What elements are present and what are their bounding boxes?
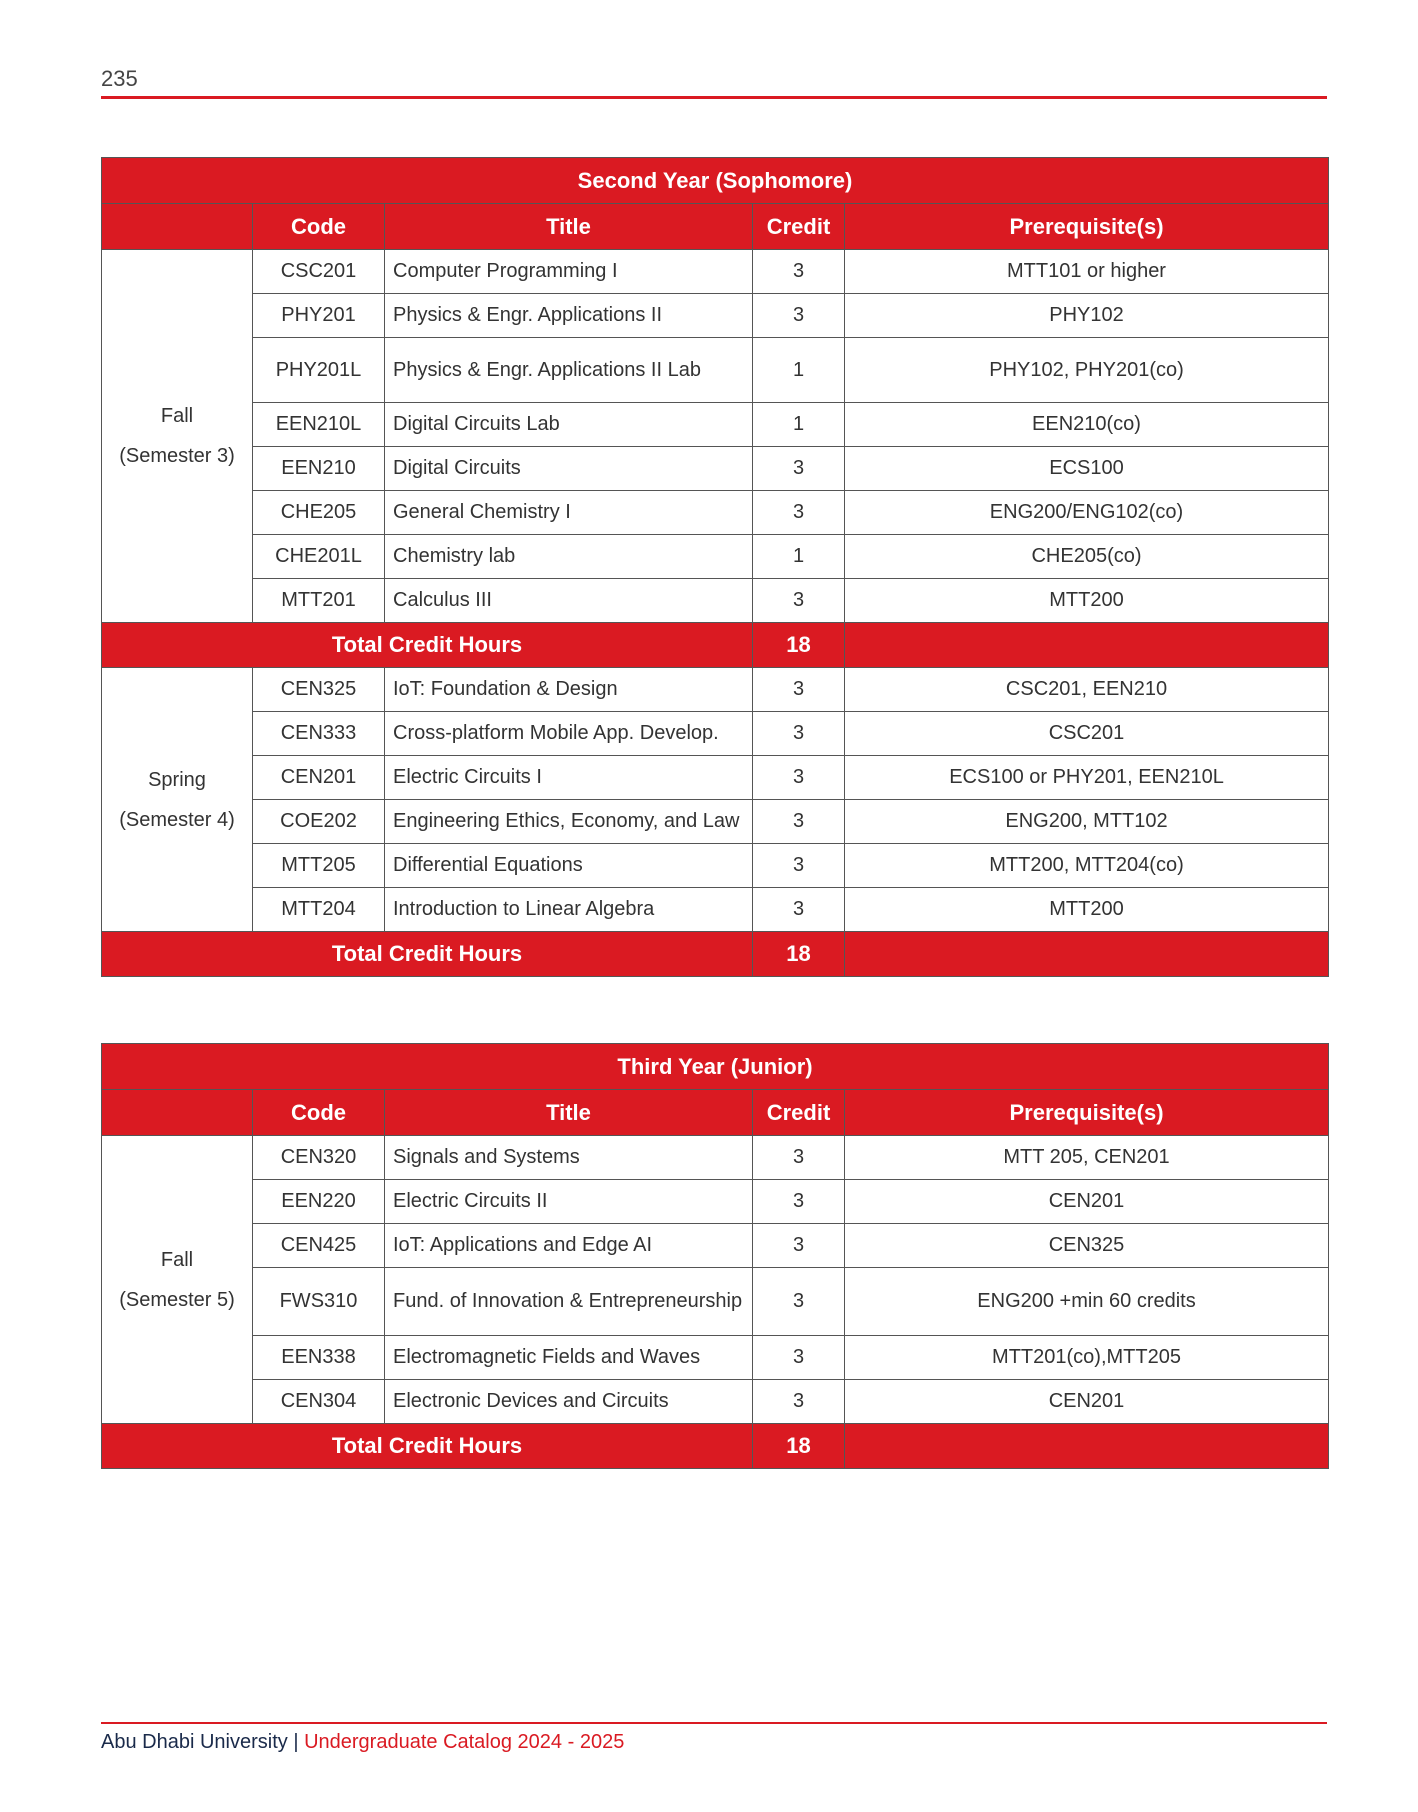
table-row [102, 447, 1329, 491]
header-prereq: Prerequisite(s) [845, 1090, 1329, 1136]
table-row [102, 1180, 1329, 1224]
course-code: COE202 [253, 800, 385, 844]
table-row [102, 756, 1329, 800]
table-row [102, 579, 1329, 623]
course-prereq: PHY102 [845, 294, 1329, 338]
semester-label [102, 250, 253, 623]
course-code: EEN210 [253, 447, 385, 491]
course-title: Introduction to Linear Algebra [385, 888, 753, 932]
total-value: 18 [753, 1424, 845, 1469]
course-title: Computer Programming I [385, 250, 753, 294]
footer-catalog: Undergraduate Catalog 2024 - 2025 [304, 1731, 625, 1753]
total-label: Total Credit Hours [102, 623, 753, 668]
table-row [102, 1380, 1329, 1424]
fall-semester-3-total [102, 623, 1329, 668]
third-year-table [101, 1043, 1329, 1469]
course-prereq: ENG200, MTT102 [845, 800, 1329, 844]
course-credit: 3 [753, 1336, 845, 1380]
total-blank [845, 1424, 1329, 1469]
course-code: CHE205 [253, 491, 385, 535]
course-prereq: EEN210(co) [845, 403, 1329, 447]
semester-term: Spring [148, 768, 206, 791]
course-prereq: CEN201 [845, 1380, 1329, 1424]
course-title: Electric Circuits I [385, 756, 753, 800]
header-prereq: Prerequisite(s) [845, 204, 1329, 250]
table-row [102, 712, 1329, 756]
semester-label [102, 1136, 253, 1424]
course-code: EEN338 [253, 1336, 385, 1380]
table-row [102, 250, 1329, 294]
spring-semester-4-body [102, 668, 1329, 932]
table-row [102, 1136, 1329, 1180]
course-title: Physics & Engr. Applications II Lab [385, 338, 753, 403]
course-credit: 1 [753, 338, 845, 403]
course-prereq: ECS100 or PHY201, EEN210L [845, 756, 1329, 800]
table-row [102, 1336, 1329, 1380]
course-code: MTT201 [253, 579, 385, 623]
course-credit: 3 [753, 668, 845, 712]
course-code: MTT205 [253, 844, 385, 888]
course-prereq: CSC201, EEN210 [845, 668, 1329, 712]
course-code: FWS310 [253, 1268, 385, 1336]
course-title: Physics & Engr. Applications II [385, 294, 753, 338]
course-title: Calculus III [385, 579, 753, 623]
course-prereq: MTT200 [845, 579, 1329, 623]
course-title: Digital Circuits Lab [385, 403, 753, 447]
table-row [102, 338, 1329, 403]
total-value: 18 [753, 623, 845, 668]
course-title: Engineering Ethics, Economy, and Law [385, 800, 753, 844]
fall-semester-5-body [102, 1136, 1329, 1424]
course-prereq: MTT201(co),MTT205 [845, 1336, 1329, 1380]
course-prereq: MTT101 or higher [845, 250, 1329, 294]
course-prereq: CEN201 [845, 1180, 1329, 1224]
total-row [102, 623, 1329, 668]
semester-term: Fall [160, 405, 194, 427]
table-row [102, 294, 1329, 338]
fall-semester-5-total [102, 1424, 1329, 1469]
course-code: PHY201L [253, 338, 385, 403]
course-title: Differential Equations [385, 844, 753, 888]
course-prereq: ENG200 +min 60 credits [845, 1268, 1329, 1336]
course-prereq: ENG200/ENG102(co) [845, 491, 1329, 535]
course-title: IoT: Foundation & Design [385, 668, 753, 712]
course-prereq: MTT200, MTT204(co) [845, 844, 1329, 888]
course-title: Electric Circuits II [385, 1180, 753, 1224]
course-prereq: MTT 205, CEN201 [845, 1136, 1329, 1180]
total-label: Total Credit Hours [102, 932, 753, 977]
course-code: MTT204 [253, 888, 385, 932]
semester-label [102, 668, 253, 932]
total-row [102, 1424, 1329, 1469]
course-credit: 3 [753, 712, 845, 756]
table-row [102, 491, 1329, 535]
header-blank [102, 204, 253, 250]
table-row [102, 668, 1329, 712]
header-code: Code [253, 204, 385, 250]
footer [101, 1731, 624, 1754]
course-credit: 3 [753, 1224, 845, 1268]
course-credit: 3 [753, 294, 845, 338]
course-credit: 3 [753, 800, 845, 844]
course-prereq: MTT200 [845, 888, 1329, 932]
course-credit: 1 [753, 535, 845, 579]
fall-semester-3-body [102, 250, 1329, 623]
footer-separator: | [293, 1731, 299, 1753]
course-title: Cross-platform Mobile App. Develop. [385, 712, 753, 756]
course-credit: 3 [753, 1180, 845, 1224]
course-credit: 3 [753, 1268, 845, 1336]
table-title: Second Year (Sophomore) [102, 158, 1329, 204]
course-code: CSC201 [253, 250, 385, 294]
course-credit: 3 [753, 250, 845, 294]
course-prereq: CSC201 [845, 712, 1329, 756]
course-credit: 3 [753, 491, 845, 535]
course-code: CEN425 [253, 1224, 385, 1268]
semester-number: (Semester 4) [119, 808, 235, 831]
total-blank [845, 623, 1329, 668]
header-credit: Credit [753, 204, 845, 250]
header-title: Title [385, 1090, 753, 1136]
course-title: Electromagnetic Fields and Waves [385, 1336, 753, 1380]
semester-term: Fall [160, 1248, 194, 1271]
table-title: Third Year (Junior) [102, 1044, 1329, 1090]
course-credit: 3 [753, 1136, 845, 1180]
spring-semester-4-total [102, 932, 1329, 977]
course-credit: 3 [753, 844, 845, 888]
page-number: 235 [101, 66, 138, 91]
table-row [102, 1224, 1329, 1268]
course-code: CEN320 [253, 1136, 385, 1180]
table-row [102, 535, 1329, 579]
course-credit: 3 [753, 756, 845, 800]
header-credit: Credit [753, 1090, 845, 1136]
table-row [102, 403, 1329, 447]
table-row [102, 1268, 1329, 1336]
course-code: EEN210L [253, 403, 385, 447]
course-code: CEN201 [253, 756, 385, 800]
course-title: General Chemistry I [385, 491, 753, 535]
header-title: Title [385, 204, 753, 250]
footer-university: Abu Dhabi University [101, 1731, 288, 1753]
course-code: CEN333 [253, 712, 385, 756]
course-code: CEN325 [253, 668, 385, 712]
course-prereq: ECS100 [845, 447, 1329, 491]
footer-rule [101, 1722, 1327, 1724]
semester-number: (Semester 3) [119, 445, 235, 467]
total-row [102, 932, 1329, 977]
course-prereq: PHY102, PHY201(co) [845, 338, 1329, 403]
course-title: Fund. of Innovation & Entrepreneurship [385, 1268, 753, 1336]
course-title: IoT: Applications and Edge AI [385, 1224, 753, 1268]
course-prereq: CHE205(co) [845, 535, 1329, 579]
course-credit: 3 [753, 579, 845, 623]
second-year-table [101, 157, 1329, 977]
header-blank [102, 1090, 253, 1136]
course-code: CHE201L [253, 535, 385, 579]
total-value: 18 [753, 932, 845, 977]
course-code: PHY201 [253, 294, 385, 338]
semester-number: (Semester 5) [119, 1288, 235, 1311]
table-row [102, 844, 1329, 888]
course-credit: 3 [753, 888, 845, 932]
course-title: Signals and Systems [385, 1136, 753, 1180]
course-code: CEN304 [253, 1380, 385, 1424]
header-code: Code [253, 1090, 385, 1136]
course-code: EEN220 [253, 1180, 385, 1224]
course-credit: 3 [753, 1380, 845, 1424]
course-title: Chemistry lab [385, 535, 753, 579]
course-credit: 3 [753, 447, 845, 491]
table-row [102, 800, 1329, 844]
header-rule [101, 96, 1327, 99]
course-title: Digital Circuits [385, 447, 753, 491]
total-blank [845, 932, 1329, 977]
total-label: Total Credit Hours [102, 1424, 753, 1469]
course-prereq: CEN325 [845, 1224, 1329, 1268]
table-row [102, 888, 1329, 932]
course-title: Electronic Devices and Circuits [385, 1380, 753, 1424]
course-credit: 1 [753, 403, 845, 447]
